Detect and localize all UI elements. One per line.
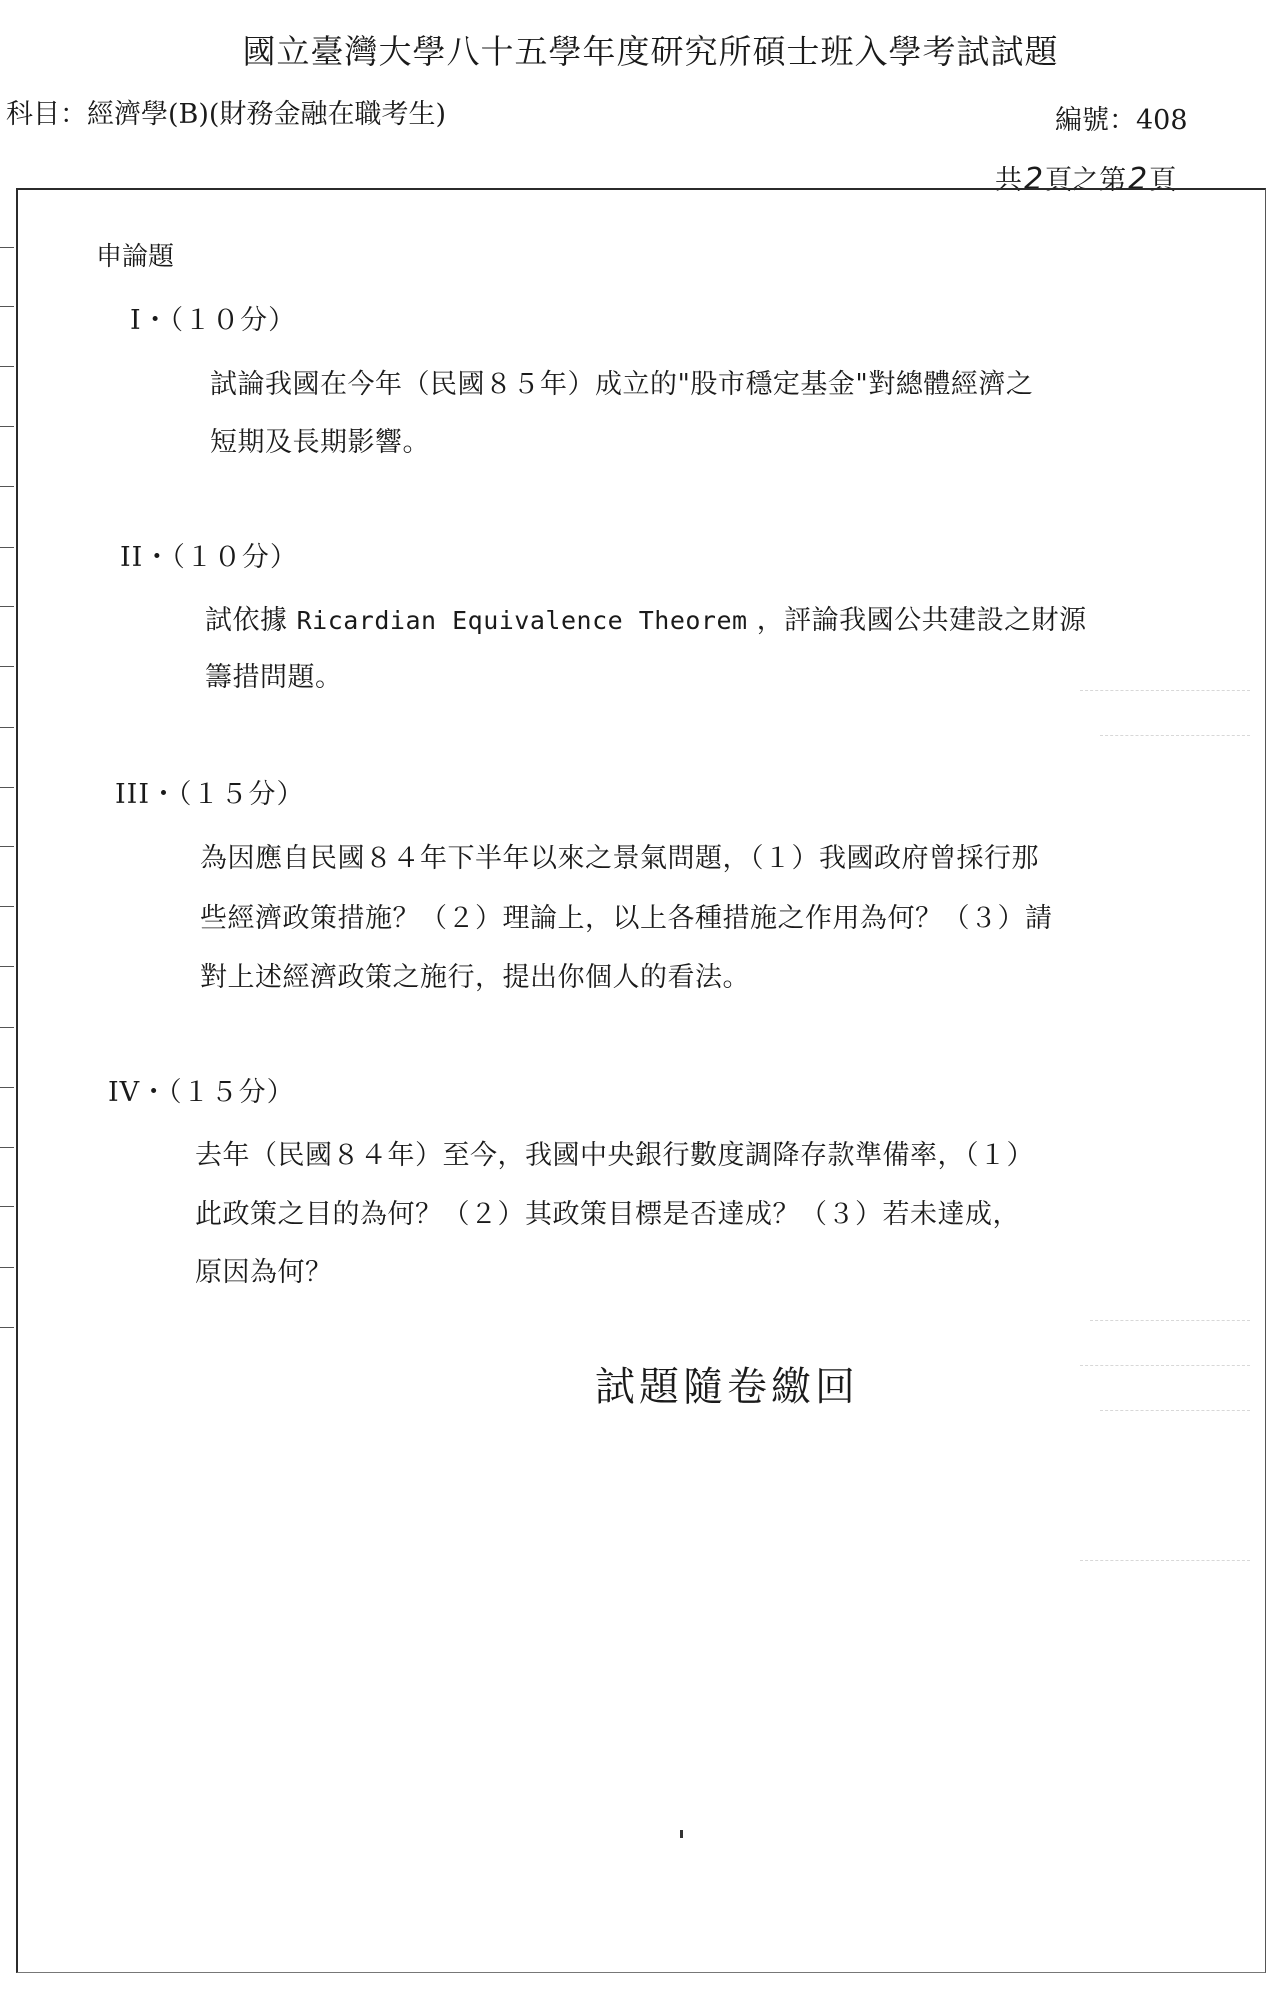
question-4-line: 去年（民國８４年）至今，我國中央銀行數度調降存款準備率，（１） xyxy=(195,1140,1034,1171)
margin-tick xyxy=(0,1027,14,1028)
section-label: 申論題 xyxy=(96,242,175,272)
page-total: 2 xyxy=(1024,162,1044,197)
bleed-through xyxy=(1080,1560,1250,1561)
question-number: I xyxy=(130,305,142,336)
question-4-header: IV・（１５分） xyxy=(108,1077,295,1108)
margin-tick xyxy=(0,1147,14,1148)
margin-tick xyxy=(0,247,14,248)
question-2-suffix: ，評論我國公共建設之財源 xyxy=(756,605,1087,636)
margin-tick xyxy=(0,727,14,728)
subject-label: 科目：經濟學(B)(財務金融在職考生) xyxy=(6,99,446,130)
question-3-line: 為因應自民國８４年下半年以來之景氣問題，（１）我國政府曾採行那 xyxy=(200,843,1039,874)
question-2-prefix: 試依據 xyxy=(205,605,288,636)
question-2-header: II・（１０分） xyxy=(120,542,298,573)
page-middle: 頁之第 xyxy=(1045,165,1127,196)
margin-tick xyxy=(0,486,14,487)
margin-tick xyxy=(0,547,14,548)
margin-tick xyxy=(0,1087,14,1088)
question-3-line: 些經濟政策措施？（２）理論上，以上各種措施之作用為何？（３）請 xyxy=(200,903,1053,934)
exam-number: 編號：408 xyxy=(1055,105,1188,136)
question-points: （１５分） xyxy=(168,1077,295,1108)
page-suffix: 頁 xyxy=(1149,165,1177,196)
question-number: IV xyxy=(108,1077,141,1108)
ricardian-term: Ricardian Equivalence Theorem xyxy=(296,606,748,635)
question-2-line xyxy=(205,598,1087,637)
question-2-line: 籌措問題。 xyxy=(205,662,343,693)
margin-tick xyxy=(0,426,14,427)
margin-tick xyxy=(0,846,14,847)
bleed-through xyxy=(1090,1320,1250,1321)
stray-mark xyxy=(680,1830,683,1838)
margin-tick xyxy=(0,666,14,667)
question-number: III xyxy=(115,779,150,810)
question-points: （１５分） xyxy=(178,779,305,810)
question-1-line: 試論我國在今年（民國８５年）成立的"股市穩定基金"對總體經濟之 xyxy=(210,369,1034,400)
margin-tick xyxy=(0,787,14,788)
page-current: 2 xyxy=(1128,162,1148,197)
question-points: （１０分） xyxy=(169,305,297,336)
margin-tick xyxy=(0,1267,14,1268)
margin-tick xyxy=(0,1327,14,1328)
page-prefix: 共 xyxy=(995,165,1022,196)
return-notice: 試題隨卷繳回 xyxy=(595,1364,859,1410)
question-number: II xyxy=(120,542,144,573)
bleed-through xyxy=(1100,735,1250,736)
margin-tick xyxy=(0,366,14,367)
question-4-line: 此政策之目的為何？（２）其政策目標是否達成？（３）若未達成， xyxy=(195,1199,1020,1230)
bleed-through xyxy=(1080,1365,1250,1366)
margin-tick xyxy=(0,966,14,967)
bleed-through xyxy=(1100,1410,1250,1411)
bleed-through xyxy=(1080,690,1250,691)
margin-tick xyxy=(0,906,14,907)
question-points: （１０分） xyxy=(171,542,298,573)
question-1-header: I・（１０分） xyxy=(130,305,297,336)
question-1-line: 短期及長期影響。 xyxy=(210,427,430,458)
margin-tick xyxy=(0,606,14,607)
question-4-line: 原因為何？ xyxy=(195,1257,333,1288)
margin-tick xyxy=(0,306,14,307)
question-3-line: 對上述經濟政策之施行，提出你個人的看法。 xyxy=(200,962,750,993)
question-3-header: III・（１５分） xyxy=(115,779,305,810)
exam-title: 國立臺灣大學八十五學年度研究所碩士班入學考試試題 xyxy=(242,32,1059,71)
margin-tick xyxy=(0,1206,14,1207)
